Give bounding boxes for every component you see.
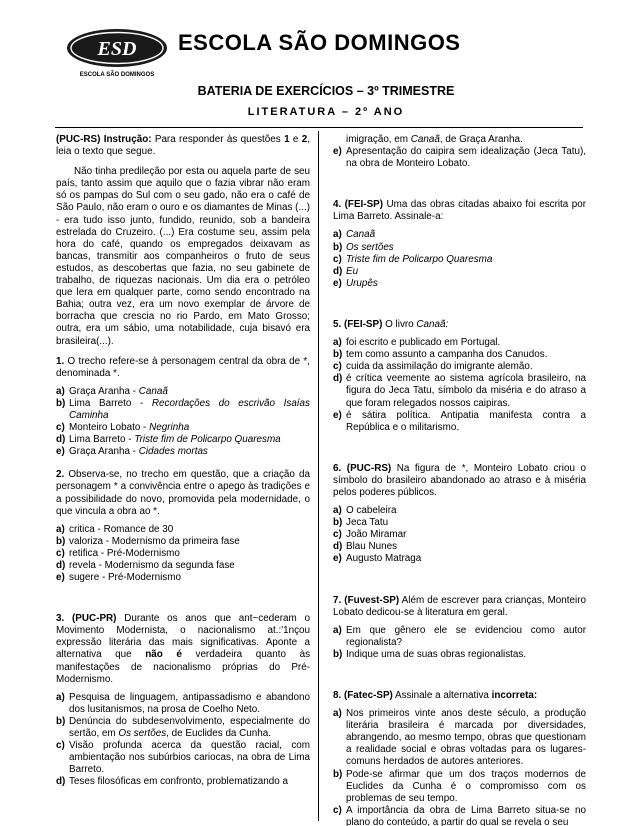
option-e: e) é sátira política. Antipatia manifesta contra a República e o militarismo. [333, 409, 586, 433]
option-e: e) Graça Aranha - Cidades mortas [56, 446, 208, 458]
question-7 [333, 595, 586, 661]
instruction-source: (PUC-RS) Instrução: [56, 134, 152, 145]
option-e: e) Augusto Matraga [333, 553, 422, 565]
option-c: c) João Miramar [333, 529, 407, 541]
passage-instruction: (PUC-RS) Instrução: Para responder às questões 1 e 2, leia o texto que segue. [56, 134, 310, 158]
option-b: b) valoriza - Modernismo da primeira fase [56, 535, 240, 547]
option-c: c) Monteiro Lobato - Negrinha [56, 422, 190, 434]
question-3 [56, 613, 310, 788]
question-stem: 3. (PUC-PR) Durante os anos que ant~cederam o Movimento Modernista, o nacionalismo at.:'1nçou expressão literária das mais significativas. Aponte a alternativa que não é verdadeira quanto às manifestações de nacionalismo próprias do Pré-Modernismo. [56, 613, 311, 685]
option-b: b) tem como assunto a campanha dos Canudos. [333, 349, 548, 361]
option-d: d) é crítica veemente ao sistema agrícola brasileiro, na figura do Jeca Tatu, símbolo da miséria e do atraso a que foram relegados nossos caipiras. [333, 373, 586, 409]
question-3-continued [333, 134, 586, 170]
option-b: b) Lima Barreto - Recordações do escrivão Isaías Caminha [56, 397, 310, 421]
option-b: b) Os sertões [333, 241, 394, 253]
option-d: d) Teses filosóficas em confronto, problematizando a [56, 776, 289, 788]
question-5 [333, 319, 586, 434]
option-a: a) Canaã [333, 229, 376, 241]
logo-text: ESD [97, 38, 137, 60]
question-8 [333, 690, 586, 826]
reading-passage: Não tinha predileção por esta ou aquela parte de seu país, tanto assim que aquilo que o fazia vibrar não eram só os pampas do Sul com o seu gado, não era o café de São Paulo, não eram o ouro e os diamantes de Minas (...) - era tudo isso junto, fundido, reunido, sob a bandeira estrelada do Cruzeiro. (...) Era costume seu, assim pela hora do café, quando os empregados deixavam as bancas, transmitir aos companheiros o fruto de seus estudos, as descobertas que fazia, no seu gabinete de trabalho, de riquezas nacionais. Um dia era o petróleo que lera em qualquer parte, como sendo encontrado na Bahia; outra vez, era um novo exemplar de árvore de borracha que crescia no rio Pardo, em Mato Grosso; outra, era um sábio, uma notabilidade, cuja bisavó era brasileira(...). [56, 166, 310, 347]
option-b: b) Indique uma de suas obras regionalistas. [333, 648, 527, 660]
option-b: b) Pode-se afirmar que um dos traços modernos de Euclides da Cunha é o compromisso com os problemas de seu tempo. [333, 768, 586, 804]
option-a: a) Em que gênero ele se evidenciou como autor regionalista? [333, 624, 586, 648]
question-4 [333, 199, 586, 290]
right-column [333, 134, 586, 826]
option-a: a) O cabeleira [333, 505, 397, 517]
option-e: e) Apresentação do caipira sem idealização (Jeca Tatu), na obra de Monteiro Lobato. [333, 146, 586, 170]
question-stem: 1. O trecho refere-se à personagem central da obra de *, denominada *. [56, 355, 310, 379]
school-logo [64, 28, 170, 80]
option-d: d) Blau Nunes [333, 541, 398, 553]
option-b: b) Denúncia do subdesenvolvimento, especialmente do sertão, em Os sertões, de Euclides da Cunha. [56, 715, 310, 740]
question-stem: 5. (FEI-SP) O livro Canaã: [333, 318, 449, 330]
question-stem: 4. (FEI-SP) Uma das obras citadas abaixo foi escrita por Lima Barreto. Assinale-a: [333, 199, 586, 223]
question-stem: 7. (Fuvest-SP) Além de escrever para crianças, Monteiro Lobato dedicou-se à literatura em geral. [333, 594, 586, 618]
option-a: a) Pesquisa de linguagem, antipassadismo e abandono dos lusitanismos, na prosa de Coelho Neto. [56, 691, 310, 715]
column-divider [318, 131, 319, 821]
option-c: c) cuida da assimilação do imigrante alemão. [333, 361, 533, 373]
question-2 [56, 469, 310, 584]
option-c: c) Triste fim de Policarpo Quaresma [333, 253, 493, 265]
option-d: d) Eu [333, 265, 359, 277]
question-stem: 2. Observa-se, no trecho em questão, que a criação da personagem * a convivência entre o apego às tradições e a possibilidade do novo, promovida pela modernidade, o que vincula a obra ao *. [56, 469, 310, 517]
option-d: d) revela - Modernismo da segunda fase [56, 560, 235, 571]
question-1 [56, 356, 310, 459]
option-c: c) A importância da obra de Lima Barreto situa-se no plano do conteúdo, a partir do qual se revela o seu [333, 804, 586, 826]
school-name: ESCOLA SÃO DOMINGOS [178, 30, 461, 55]
question-stem: 6. (PUC-RS) Na figura de *, Monteiro Lobato criou o símbolo do brasileiro abandonado ao atraso e à miséria pelos poderes públicos. [333, 462, 586, 498]
option-a: a) Nos primeiros vinte anos deste século, a produção literária brasileira é marcada por diversidades, abrangendo, ao mesmo tempo, obras que questionam a realidade social e obras voltadas para os lugares-comuns herdados de autores anteriores. [333, 708, 586, 768]
option-a: a) foi escrito e publicado em Portugal. [333, 337, 501, 349]
option-a: a) Graça Aranha - Canaã [56, 385, 168, 397]
battery-title: BATERIA DE EXERCÍCIOS – 3º TRIMESTRE [197, 84, 455, 98]
logo-caption: ESCOLA SÃO DOMINGOS [79, 72, 155, 78]
option-c: c) Visão profunda acerca da questão racial, com ambientação nos subúrbios cariocas, na obra de Lima Barreto. [56, 740, 310, 776]
option-a: a) critica - Romance de 30 [56, 523, 174, 535]
option-c: c) retifica - Pré-Modernismo [56, 547, 180, 559]
question-6 [333, 463, 586, 566]
option-e: e) sugere - Pré-Modernismo [56, 572, 181, 584]
option-b: b) Jeca Tatu [333, 517, 389, 529]
question-stem: 8. (Fatec-SP) Assinale a alternativa incorreta: [333, 690, 538, 701]
option-d: d) Lima Barreto - Triste fim de Policarpo Quaresma [56, 434, 281, 446]
left-column [56, 134, 310, 800]
header-divider [55, 127, 583, 128]
option-e: e) Urupês [333, 277, 378, 289]
option-d-continued: imigração, em Canaã, de Graça Aranha. [346, 134, 523, 145]
subject-title: LITERATURA – 2º ANO [247, 106, 405, 118]
